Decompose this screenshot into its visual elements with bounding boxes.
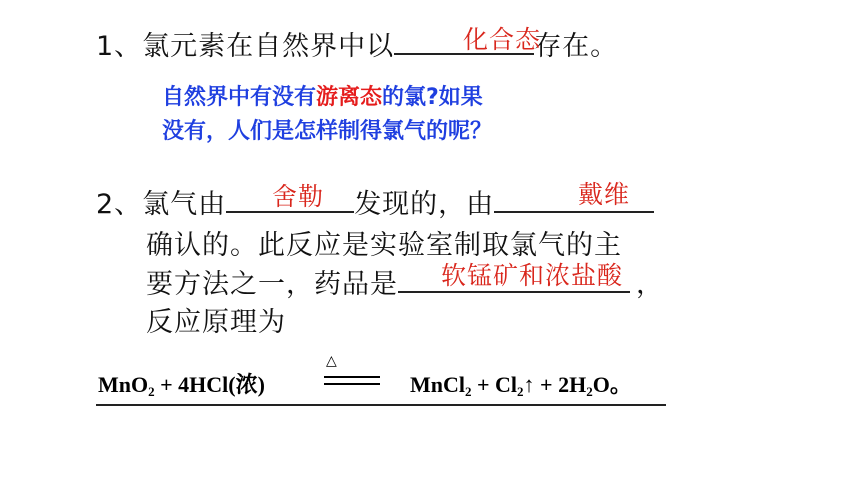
question-2-comma: ， bbox=[636, 269, 664, 300]
formula-h2o: + 2H bbox=[540, 372, 587, 397]
formula-mno2: MnO bbox=[98, 372, 149, 397]
question-2-line-2: 确认的。此反应是实验室制取氯气的主 bbox=[146, 230, 622, 261]
answer-scheele: 舍勒 bbox=[272, 182, 325, 211]
answer-davy: 戴维 bbox=[578, 180, 631, 209]
question-1-text-before: 氯元素在自然界中以 bbox=[142, 31, 395, 62]
equal-sign-bottom bbox=[324, 383, 380, 385]
subscript: 2 bbox=[517, 384, 524, 399]
question-2-number: 2、 bbox=[96, 189, 143, 220]
note-line-1-end: 的氯?如果 bbox=[382, 85, 483, 110]
formula-h2o-tail: O bbox=[592, 372, 610, 397]
note-line-1 bbox=[162, 80, 483, 111]
equal-sign-top bbox=[324, 376, 380, 378]
question-2-line-4: 反应原理为 bbox=[146, 307, 286, 338]
gas-up-arrow-icon: ↑ bbox=[523, 372, 535, 397]
question-2-text-c: 要方法之一，药品是 bbox=[146, 269, 398, 300]
question-2-line-1 bbox=[96, 182, 654, 221]
question-2-blank-2 bbox=[494, 187, 654, 213]
equation-products bbox=[410, 368, 632, 400]
subscript: 2 bbox=[465, 384, 472, 399]
formula-cl2: + Cl bbox=[477, 372, 518, 397]
formula-hcl: + 4HCl(浓) bbox=[160, 372, 265, 397]
question-2-text-a: 氯气由 bbox=[142, 189, 227, 220]
question-1-text-after: 存在。 bbox=[534, 31, 619, 62]
note-free-state: 游离态 bbox=[316, 85, 383, 110]
note-line-2: 没有，人们是怎样制得氯气的呢？ bbox=[162, 119, 493, 144]
equation-period: 。 bbox=[609, 372, 632, 397]
formula-mncl2: MnCl bbox=[410, 372, 465, 397]
equation-underline bbox=[96, 404, 666, 406]
equation-reactants bbox=[98, 368, 265, 400]
subscript: 2 bbox=[586, 384, 593, 399]
answer-combined-state: 化合态 bbox=[463, 25, 542, 54]
question-1-number: 1、 bbox=[96, 31, 143, 62]
answer-reagents: 软锰矿和浓盐酸 bbox=[441, 261, 624, 290]
heat-condition-icon: △ bbox=[326, 353, 337, 369]
subscript: 2 bbox=[148, 384, 155, 399]
question-2-text-b: 发现的，由 bbox=[354, 189, 495, 220]
note-line-1-start: 自然界中有没有 bbox=[162, 85, 317, 110]
